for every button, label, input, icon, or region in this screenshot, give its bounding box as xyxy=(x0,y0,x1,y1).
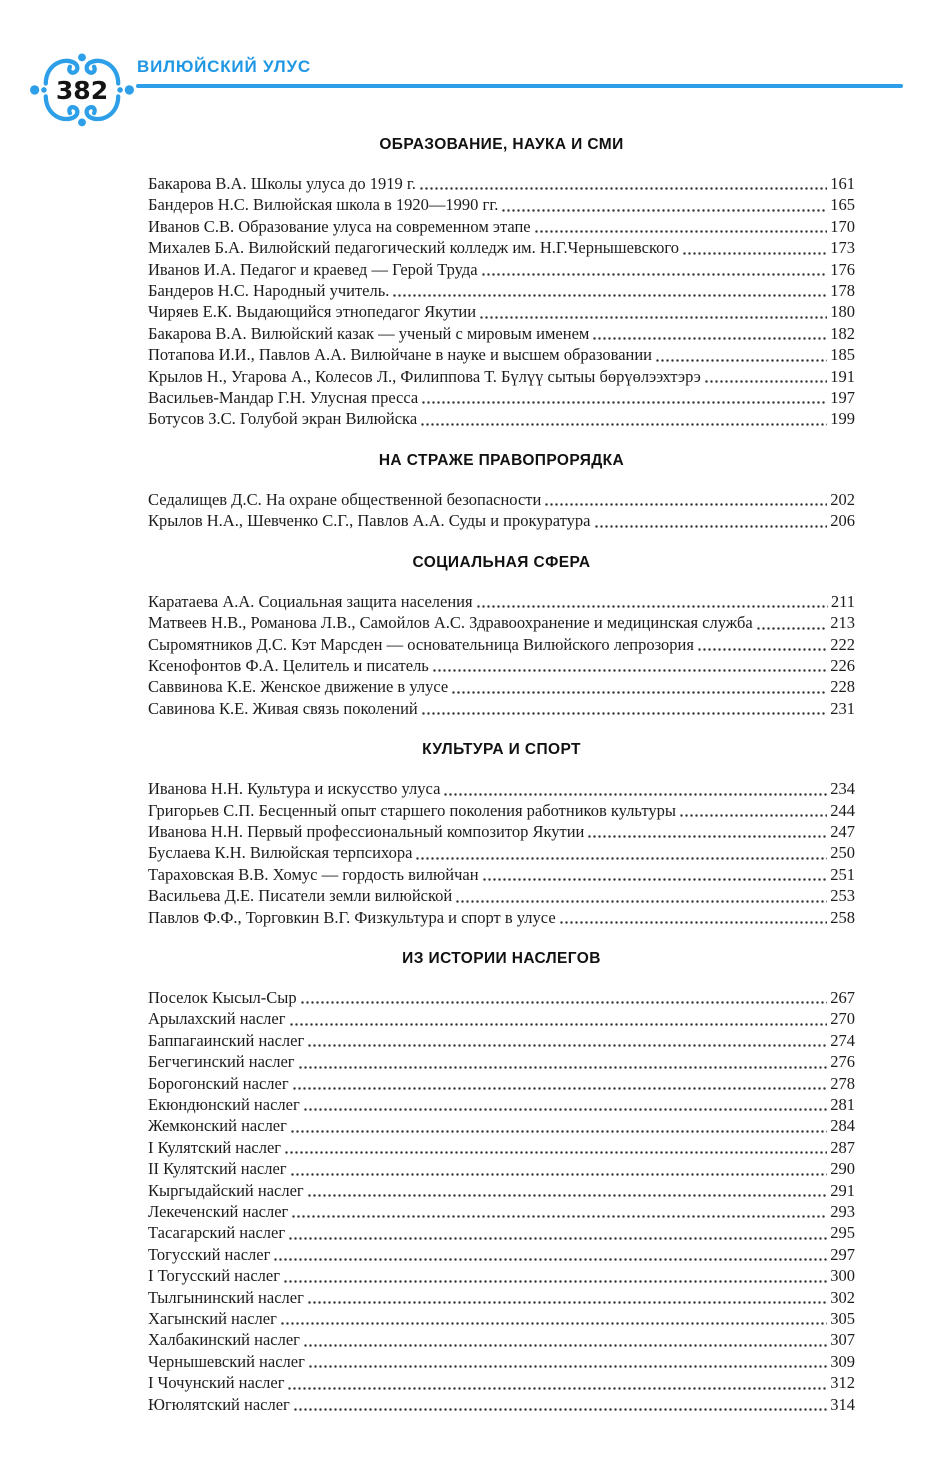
entry-page-number: 270 xyxy=(830,1009,855,1029)
toc-section xyxy=(148,950,855,1415)
page-number-ornament xyxy=(26,50,138,128)
entry-page-number: 312 xyxy=(830,1373,855,1393)
entry-title: Тогусский наслег xyxy=(148,1244,271,1264)
dot-leader xyxy=(300,1329,829,1350)
toc-entry xyxy=(148,489,855,510)
dot-leader xyxy=(679,237,829,258)
entry-title: Чиряев Е.К. Выдающийся этнопедагог Якутии xyxy=(148,302,477,322)
dot-leader xyxy=(584,821,829,842)
entry-title: Саввинова К.Е. Женское движение в улусе xyxy=(148,677,449,697)
entry-page-number: 305 xyxy=(830,1309,855,1329)
entry-title: Борогонский наслег xyxy=(148,1073,289,1093)
dot-leader xyxy=(289,1073,830,1094)
toc-entry xyxy=(148,885,855,906)
entry-page-number: 222 xyxy=(830,634,855,654)
dot-leader xyxy=(753,612,830,633)
dot-leader xyxy=(284,1372,829,1393)
dot-leader xyxy=(478,259,830,280)
toc-entry xyxy=(148,1265,855,1286)
entry-title: Тараховская В.В. Хомус — гордость вилюйчан xyxy=(148,864,479,884)
toc-entry xyxy=(148,987,855,1008)
entry-title: Ксенофонтов Ф.А. Целитель и писатель xyxy=(148,655,429,675)
toc-entry xyxy=(148,408,855,429)
entry-page-number: 244 xyxy=(830,800,855,820)
dot-leader xyxy=(418,698,830,719)
dot-leader xyxy=(694,634,829,655)
entry-page-number: 211 xyxy=(830,591,855,611)
entry-title: Павлов Ф.Ф., Торговкин В.Г. Физкультура и спорт в улусе xyxy=(148,907,556,927)
entry-page-number: 276 xyxy=(830,1052,855,1072)
entry-title: Бегчегинский наслег xyxy=(148,1052,295,1072)
header-divider xyxy=(136,84,903,88)
toc-entry xyxy=(148,366,855,387)
dot-leader xyxy=(285,1222,829,1243)
section-title: НА СТРАЖЕ ПРАВОПРОРЯДКА xyxy=(378,451,625,469)
dot-leader xyxy=(297,987,830,1008)
toc-entry xyxy=(148,1051,855,1072)
dot-leader xyxy=(531,216,830,237)
dot-leader xyxy=(389,280,829,301)
entry-page-number: 314 xyxy=(830,1394,855,1414)
toc-entry xyxy=(148,1180,855,1201)
dot-leader xyxy=(448,676,829,697)
entry-page-number: 309 xyxy=(830,1351,855,1371)
entry-title: I Кулятский наслег xyxy=(148,1137,282,1157)
toc-section xyxy=(148,452,855,532)
dot-leader xyxy=(416,173,829,194)
entry-title: Васильев-Мандар Г.Н. Улусная пресса xyxy=(148,388,419,408)
toc-entry xyxy=(148,612,855,633)
dot-leader xyxy=(429,655,829,676)
entry-title: Крылов Н.А., Шевченко С.Г., Павлов А.А. Суды и прокуратура xyxy=(148,511,591,531)
toc-entry xyxy=(148,864,855,885)
toc-entry xyxy=(148,280,855,301)
entry-title: Тылгынинский наслег xyxy=(148,1287,304,1307)
toc-entry xyxy=(148,344,855,365)
dot-leader xyxy=(652,344,829,365)
entry-page-number: 197 xyxy=(830,388,855,408)
entry-page-number: 182 xyxy=(830,323,855,343)
dot-leader xyxy=(277,1308,829,1329)
toc-entry xyxy=(148,842,855,863)
toc-entry xyxy=(148,1308,855,1329)
entry-page-number: 161 xyxy=(830,174,855,193)
toc-entry xyxy=(148,1073,855,1094)
toc-entry xyxy=(148,1222,855,1243)
ornament-icon xyxy=(26,50,138,128)
entry-page-number: 176 xyxy=(830,259,855,279)
entry-page-number: 213 xyxy=(830,613,855,633)
entry-title: Ботусов З.С. Голубой экран Вилюйска xyxy=(148,409,418,429)
dot-leader xyxy=(270,1244,829,1265)
entry-page-number: 173 xyxy=(830,238,855,258)
dot-leader xyxy=(479,864,830,885)
entry-page-number: 234 xyxy=(830,779,855,799)
toc-entry xyxy=(148,194,855,215)
entry-title: Екюндюнский наслег xyxy=(148,1095,300,1114)
toc-entry xyxy=(148,301,855,322)
entry-page-number: 281 xyxy=(830,1095,855,1114)
dot-leader xyxy=(290,1394,829,1415)
entry-page-number: 278 xyxy=(830,1073,855,1093)
entry-title: Бакарова В.А. Школы улуса до 1919 г. xyxy=(148,174,416,193)
entry-page-number: 185 xyxy=(830,345,855,365)
dot-leader xyxy=(287,1115,829,1136)
section-title: СОЦИАЛЬНАЯ СФЕРА xyxy=(412,553,591,571)
entry-page-number: 228 xyxy=(830,677,855,697)
entry-page-number: 226 xyxy=(830,655,855,675)
entry-title: Бандеров Н.С. Вилюйская школа в 1920—1990 гг. xyxy=(148,195,499,215)
entry-title: Иванов С.В. Образование улуса на современном этапе xyxy=(148,216,531,236)
entry-page-number: 178 xyxy=(830,281,855,301)
entry-title: Лекеченский наслег xyxy=(148,1202,289,1222)
dot-leader xyxy=(440,778,829,799)
toc-entry xyxy=(148,634,855,655)
entry-title: Седалищев Д.С. На охране общественной безопасности xyxy=(148,489,542,509)
dot-leader xyxy=(417,408,829,429)
toc-entry xyxy=(148,1008,855,1029)
toc-entry xyxy=(148,387,855,408)
toc-entry xyxy=(148,510,855,531)
page-number: 382 xyxy=(55,76,109,106)
entry-page-number: 253 xyxy=(830,886,855,906)
toc-section xyxy=(148,741,855,928)
entry-title: Арылахский наслег xyxy=(148,1009,286,1029)
entry-page-number: 274 xyxy=(830,1030,855,1050)
dot-leader xyxy=(701,366,829,387)
entry-page-number: 202 xyxy=(830,489,855,509)
entry-page-number: 199 xyxy=(830,409,855,429)
dot-leader xyxy=(304,1180,830,1201)
dot-leader xyxy=(591,510,830,531)
entry-title: Сыромятников Д.С. Кэт Марсден — основательница Вилюйского лепрозория xyxy=(148,634,694,654)
entry-page-number: 267 xyxy=(830,987,855,1007)
section-title: ИЗ ИСТОРИИ НАСЛЕГОВ xyxy=(402,949,601,967)
dot-leader xyxy=(476,301,829,322)
toc-entry xyxy=(148,1372,855,1393)
entry-title: Михалев Б.А. Вилюйский педагогический колледж им. Н.Г.Чернышевского xyxy=(148,238,679,258)
toc-entry xyxy=(148,237,855,258)
entry-title: II Кулятский наслег xyxy=(148,1159,287,1179)
entry-page-number: 250 xyxy=(830,843,855,863)
entry-title: Жемконский наслег xyxy=(148,1116,287,1136)
section-title: ОБРАЗОВАНИЕ, НАУКА И СМИ xyxy=(379,136,624,153)
toc-entry xyxy=(148,778,855,799)
entry-page-number: 231 xyxy=(830,698,855,718)
entry-title: I Тогусский наслег xyxy=(148,1266,280,1286)
dot-leader xyxy=(589,323,829,344)
entry-title: Югюлятский наслег xyxy=(148,1394,290,1414)
dot-leader xyxy=(280,1265,829,1286)
toc-entry xyxy=(148,1115,855,1136)
toc-entry xyxy=(148,591,855,612)
entry-page-number: 300 xyxy=(830,1266,855,1286)
entry-page-number: 297 xyxy=(830,1244,855,1264)
entry-title: Бакарова В.А. Вилюйский казак — ученый с мировым именем xyxy=(148,323,590,343)
toc-entry xyxy=(148,1094,855,1115)
dot-leader xyxy=(295,1051,830,1072)
entry-title: I Чочунский наслег xyxy=(148,1373,285,1393)
entry-page-number: 307 xyxy=(830,1330,855,1350)
entry-title: Баппагаинский наслег xyxy=(148,1030,305,1050)
dot-leader xyxy=(286,1008,830,1029)
entry-title: Халбакинский наслег xyxy=(148,1330,300,1350)
toc-entry xyxy=(148,259,855,280)
toc-entry xyxy=(148,821,855,842)
toc-entry xyxy=(148,173,855,194)
entry-page-number: 180 xyxy=(830,302,855,322)
entry-page-number: 290 xyxy=(830,1159,855,1179)
entry-title: Потапова И.И., Павлов А.А. Вилюйчане в науке и высшем образовании xyxy=(148,345,653,365)
dot-leader xyxy=(304,1287,829,1308)
toc-entry xyxy=(148,907,855,928)
entry-page-number: 206 xyxy=(830,511,855,531)
dot-leader xyxy=(452,885,829,906)
entry-title: Савинова К.Е. Живая связь поколений xyxy=(148,698,418,718)
entry-page-number: 302 xyxy=(830,1287,855,1307)
toc-entry xyxy=(148,1394,855,1415)
toc-entry xyxy=(148,698,855,719)
entry-page-number: 258 xyxy=(830,907,855,927)
dot-leader xyxy=(412,842,829,863)
entry-page-number: 293 xyxy=(830,1202,855,1222)
dot-leader xyxy=(304,1030,829,1051)
entry-title: Григорьев С.П. Бесценный опыт старшего поколения работников культуры xyxy=(148,800,676,820)
toc-entry xyxy=(148,1030,855,1051)
dot-leader xyxy=(676,800,829,821)
dot-leader xyxy=(305,1351,829,1372)
entry-page-number: 295 xyxy=(830,1223,855,1243)
dot-leader xyxy=(498,194,829,215)
toc-entry xyxy=(148,1351,855,1372)
entry-title: Чернышевский наслег xyxy=(148,1351,305,1371)
entry-title: Иванова Н.Н. Первый профессиональный композитор Якутии xyxy=(148,821,585,841)
entry-title: Буслаева К.Н. Вилюйская терпсихора xyxy=(148,843,413,863)
dot-leader xyxy=(556,907,830,928)
page-header xyxy=(0,0,935,128)
toc-entry xyxy=(148,216,855,237)
entry-page-number: 287 xyxy=(830,1137,855,1157)
toc-entry xyxy=(148,676,855,697)
toc-entry xyxy=(148,1158,855,1179)
toc-entry xyxy=(148,323,855,344)
toc-entry xyxy=(148,1244,855,1265)
entry-title: Хагынский наслег xyxy=(148,1309,277,1329)
dot-leader xyxy=(300,1094,830,1115)
dot-leader xyxy=(287,1158,830,1179)
entry-title: Тасагарский наслег xyxy=(148,1223,286,1243)
entry-page-number: 291 xyxy=(830,1180,855,1200)
entry-title: Матвеев Н.В., Романова Л.В., Самойлов А.С. Здравоохранение и медицинская служба xyxy=(148,613,753,633)
entry-page-number: 284 xyxy=(830,1116,855,1136)
entry-page-number: 191 xyxy=(830,366,855,386)
dot-leader xyxy=(288,1201,829,1222)
entry-title: Кыргыдайский наслег xyxy=(148,1180,304,1200)
toc-entry xyxy=(148,655,855,676)
entry-title: Васильева Д.Е. Писатели земли вилюйской xyxy=(148,886,453,906)
dot-leader xyxy=(473,591,830,612)
entry-page-number: 251 xyxy=(830,864,855,884)
dot-leader xyxy=(281,1137,829,1158)
toc-section xyxy=(148,554,855,719)
toc xyxy=(148,128,855,1415)
entry-title: Крылов Н., Угарова А., Колесов Л., Филиппова Т. Бүлүү сытыы бөрүөлээхтэрэ xyxy=(148,366,701,386)
entry-title: Поселок Кысыл-Сыр xyxy=(148,987,297,1007)
entry-title: Бандеров Н.С. Народный учитель. xyxy=(148,281,390,301)
entry-title: Иванов И.А. Педагог и краевед — Герой Труда xyxy=(148,259,478,279)
toc-entry xyxy=(148,800,855,821)
toc-entry xyxy=(148,1329,855,1350)
toc-entry xyxy=(148,1287,855,1308)
entry-title: Каратаева А.А. Социальная защита населения xyxy=(148,591,473,611)
entry-page-number: 165 xyxy=(830,195,855,215)
toc-section xyxy=(148,136,855,430)
entry-page-number: 170 xyxy=(830,216,855,236)
section-title: КУЛЬТУРА И СПОРТ xyxy=(422,741,581,759)
dot-leader xyxy=(541,489,829,510)
toc-entry xyxy=(148,1201,855,1222)
entry-title: Иванова Н.Н. Культура и искусство улуса xyxy=(148,779,441,799)
toc-entry xyxy=(148,1137,855,1158)
running-head-title: ВИЛЮЙСКИЙ УЛУС xyxy=(137,57,311,76)
dot-leader xyxy=(418,387,829,408)
entry-page-number: 247 xyxy=(830,821,855,841)
